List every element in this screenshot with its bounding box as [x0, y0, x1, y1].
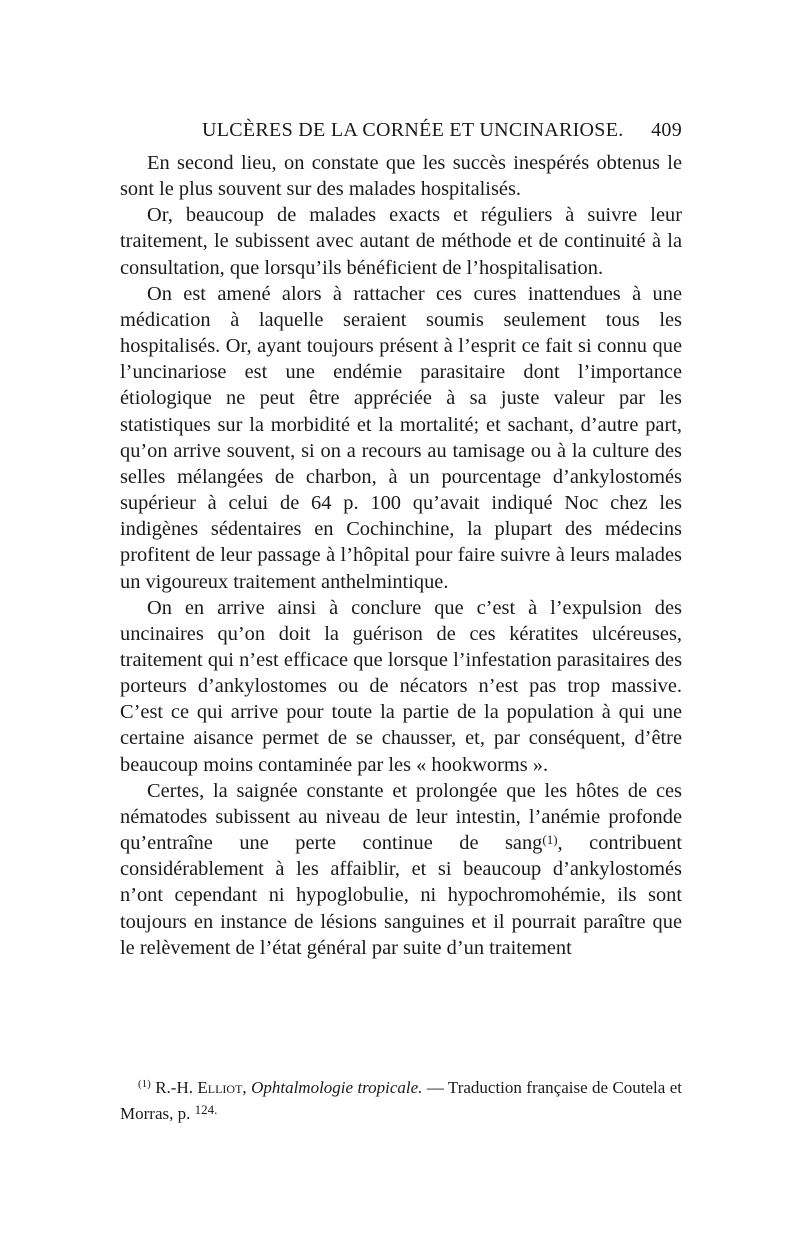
- footnote-number: (1): [138, 1078, 151, 1090]
- footnote-rest: — Traduction française de Coutela et Morras, p.: [120, 1078, 682, 1123]
- running-head: [120, 118, 682, 142]
- footnote-author: R.-H. Elliot,: [155, 1078, 247, 1097]
- footnote-page: 124.: [194, 1102, 218, 1117]
- body-text: [120, 150, 682, 961]
- paragraph: On est amené alors à rattacher ces cures inattendues à une médication à laquelle seraient soumis seulement tous les hospitalisés. Or, ayant toujours présent à l’esprit ce fait si connu que l’uncinariose est une endémie parasitaire dont l’importance étiologique ne peut être appréciée à sa juste valeur par les statistiques sur la morbidité et la mortalité; et sachant, d’autre part, qu’on arrive souvent, si on a recours au tamisage ou à la culture des selles mélangées de charbon, à un pourcentage d’ankylostomés supérieur à celui de 64 p. 100 qu’avait indiqué Noc chez les indigènes sédentaires en Cochinchine, la plupart des médecins profitent de leur passage à l’hôpital pour faire suivre à leurs malades un vigoureux traitement anthelmintique.: [120, 282, 682, 593]
- footnote-work: Ophtalmologie tropicale.: [251, 1078, 423, 1097]
- paragraph: On en arrive ainsi à conclure que c’est à l’expulsion des uncinaires qu’on doit la guérison de ces kératites ulcéreuses, traitement qui n’est efficace que lorsque l’infestation parasitaires des porteurs d’ankylostomes ou de nécators n’est pas trop massive. C’est ce qui arrive pour toute la partie de la population à qui une certaine aisance permet de se chausser, et, par conséquent, d’être beaucoup moins contaminée par les « hookworms ».: [120, 596, 682, 776]
- paragraph-text: Certes, la saignée constante et prolongée que les hôtes de ces nématodes subissent au niveau de leur intestin, l’anémie profonde qu’entraîne une perte continue de sang: [120, 779, 682, 855]
- running-title: ULCÈRES DE LA CORNÉE ET UNCINARIOSE.: [202, 119, 624, 141]
- paragraph: En second lieu, on constate que les succès inespérés obtenus le sont le plus souvent sur des malades hospitalisés.: [120, 152, 682, 201]
- paragraph-text: , contribuent considérablement à les affaiblir, et si beaucoup d’ankylostomés n’ont cependant ni hypoglobulie, ni hypochromohémie, ils sont toujours en instance de lésions sanguines et il pourrait paraître que le relèvement de l’état général par suite d’un traitement: [120, 832, 683, 959]
- paragraph: Or, beaucoup de malades exacts et réguliers à suivre leur traitement, le subissent avec autant de méthode et de continuité à la consultation, que lorsqu’ils bénéficient de l’hospitalisation.: [120, 204, 682, 279]
- page-number: 409: [651, 119, 682, 141]
- footnote-reference[interactable]: (1): [542, 832, 558, 848]
- footnote: [120, 1076, 682, 1127]
- footnote-text: [120, 1076, 682, 1127]
- paragraph-last: [120, 778, 682, 961]
